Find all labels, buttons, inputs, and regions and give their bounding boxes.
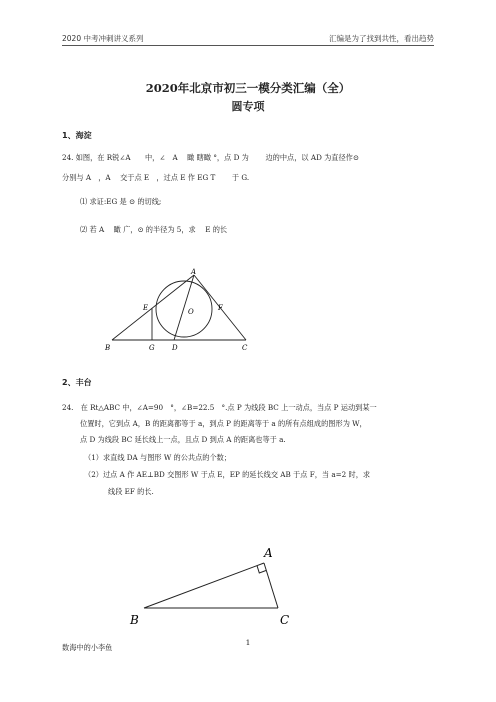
triangle-figure xyxy=(120,540,310,630)
circle-figure xyxy=(100,266,260,356)
page-number: 1 xyxy=(245,638,251,647)
header-left: 2020 中考冲刺讲义系列 xyxy=(62,34,144,43)
question-part: ⑴ 求证:EG 是 ⊙ 的切线; xyxy=(80,197,162,206)
label-D: D xyxy=(172,344,178,352)
header-divider xyxy=(62,45,434,46)
question-line: 分别与 A ，A 交于点 E ，过点 E 作 EG T 于 G. xyxy=(62,173,250,182)
footer-author: 数海中的小李鱼 xyxy=(62,643,113,652)
question-part: ⑵ 若 A 瞰 广，⊙ 的半径为 5，求 E 的长 xyxy=(80,225,228,234)
label-E: E xyxy=(143,304,149,312)
label-B: B xyxy=(130,613,139,627)
question-part: （1）求直线 DA 与图形 W 的公共点的个数； xyxy=(84,453,232,462)
label-A: A xyxy=(191,268,197,276)
label-B: B xyxy=(105,344,111,352)
question-line: 24. 在 Rt△ABC 中，∠A=90 °，∠B=22.5 °.点 P 为线段 BC 上一动点，当点 P 运动到某一 xyxy=(62,403,377,412)
section-heading-fengtai: 2、丰台 xyxy=(62,378,92,387)
label-C: C xyxy=(242,344,248,352)
header-right: 汇编是为了找到共性，看出趋势 xyxy=(329,34,434,43)
question-part: （2）过点 A 作 AE⊥BD 交图形 W 于点 E，EP 的延长线交 AB 于点 F，当 a=2 时，求 xyxy=(84,470,371,479)
document-title: 2020年北京市初三一模分类汇编（全） xyxy=(145,81,351,95)
question-line: 点 D 为线段 BC 延长线上一点，且点 D 到点 A 的距离也等于 a. xyxy=(80,435,286,444)
section-heading-haidian: 1、海淀 xyxy=(62,131,92,140)
question-part: 线段 EF 的长. xyxy=(108,487,154,496)
question-line: 位置时，它到点 A，B 的距离都等于 a，到点 P 的距离等于 a 的所有点组成的图形为 W， xyxy=(80,419,367,428)
label-A: A xyxy=(264,546,273,560)
label-C: C xyxy=(280,613,290,627)
label-G: G xyxy=(149,344,155,352)
question-line: 24. 如图，在 R锐∠A 中，∠ A 瞰 瞎瞰 °，点 D 为 边的中点，以 AD 为直径作⊙ xyxy=(62,153,359,162)
label-F: F xyxy=(218,304,223,312)
document-subtitle: 圆专项 xyxy=(231,100,265,113)
label-O: O xyxy=(188,308,194,316)
